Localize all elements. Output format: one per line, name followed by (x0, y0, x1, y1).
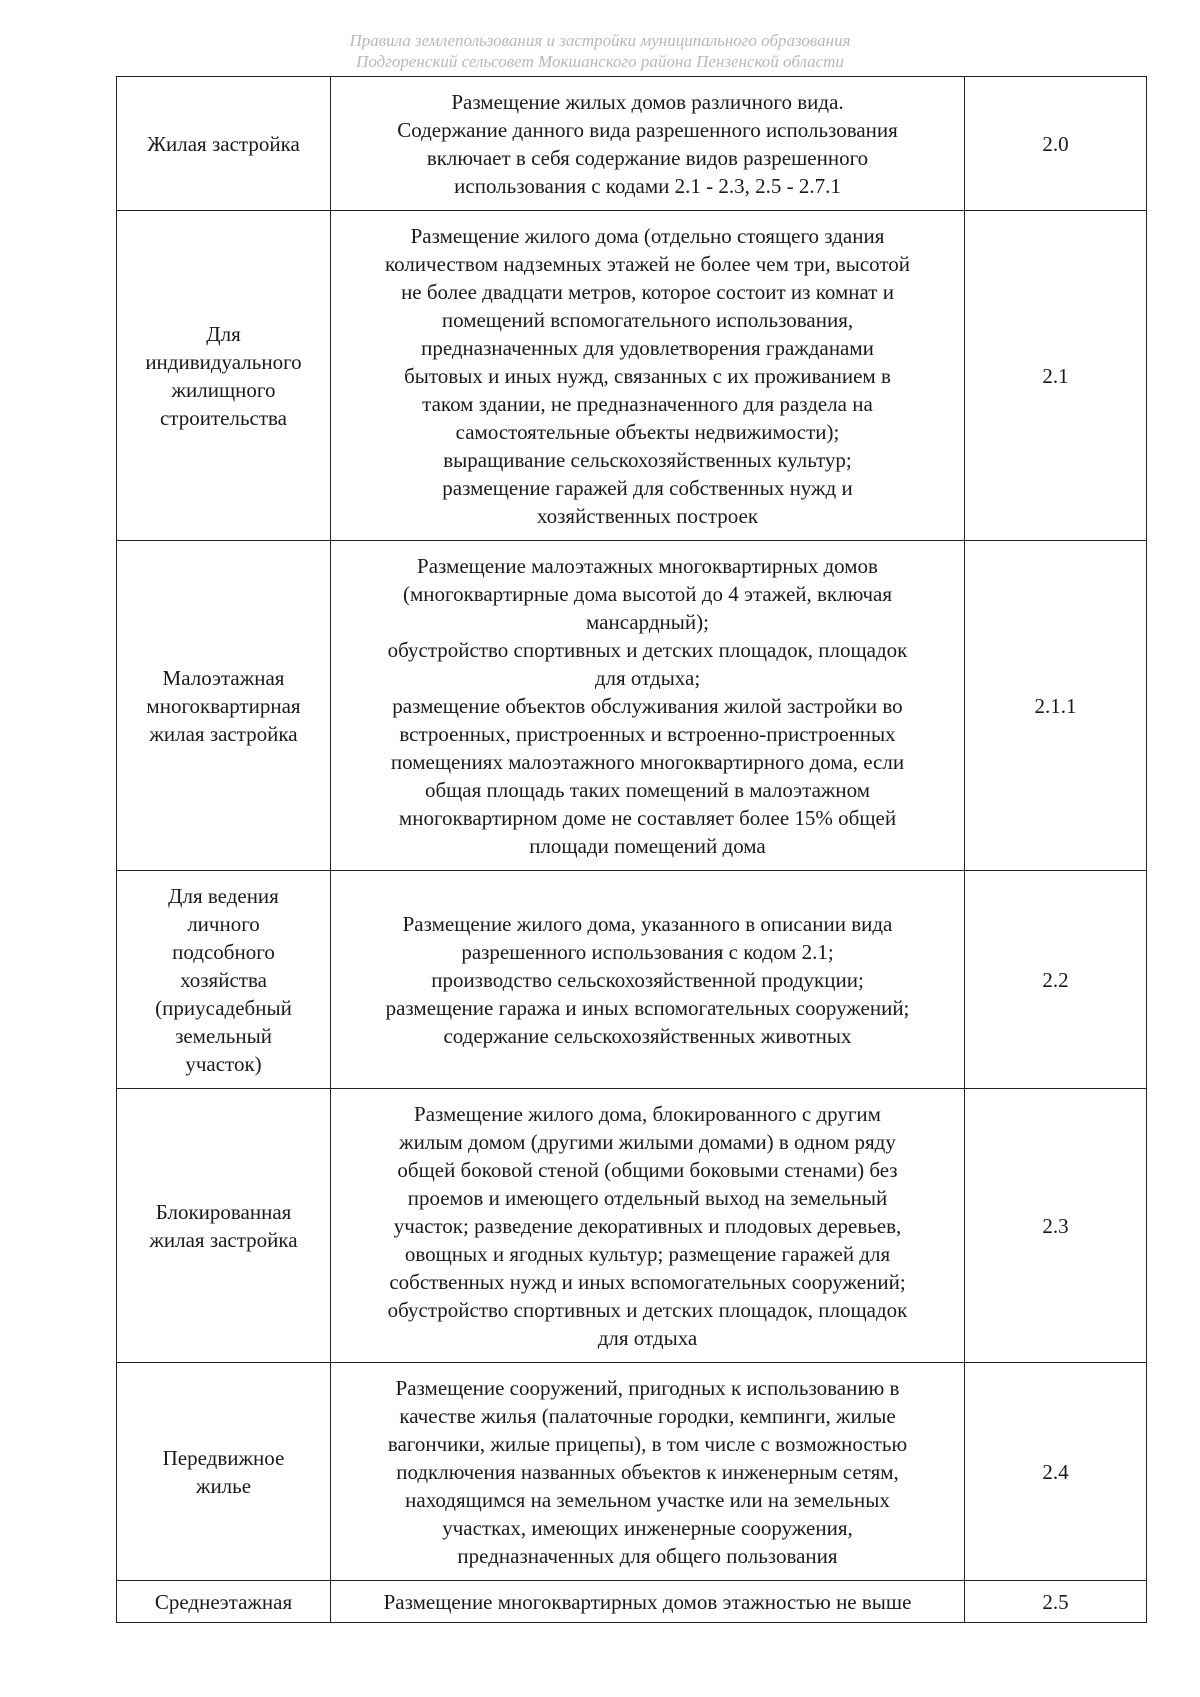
table-row (117, 1363, 1147, 1581)
use-description-cell: Размещение жилого дома (отдельно стоящего здания количеством надземных этажей не более чем три, высотой не более двадцати метров, которое состоит из комнат и помещений вспомогательного использования, предназначенных для удовлетворения гражданами бытовых и иных нужд, связанных с их проживанием в таком здании, не предназначенного для раздела на самостоятельные объекты недвижимости); выращивание сельскохозяйственных культур; размещение гаражей для собственных нужд и хозяйственных построек (331, 211, 965, 541)
table-row (117, 77, 1147, 211)
use-description-cell: Размещение сооружений, пригодных к использованию в качестве жилья (палаточные городки, кемпинги, жилые вагончики, жилые прицепы), в том числе с возможностью подключения названных объектов к инженерным сетям, находящимся на земельном участке или на земельных участках, имеющих инженерные сооружения, предназначенных для общего пользования (331, 1363, 965, 1581)
use-name-cell: Малоэтажная многоквартирная жилая застройка (117, 541, 331, 871)
use-name-cell: Блокированная жилая застройка (117, 1089, 331, 1363)
use-code-cell: 2.5 (965, 1581, 1147, 1623)
table-row (117, 541, 1147, 871)
use-code-cell: 2.4 (965, 1363, 1147, 1581)
header-line-2: Подгоренский сельсовет Мокшанского района Пензенской области (356, 52, 844, 71)
use-code-cell: 2.1.1 (965, 541, 1147, 871)
use-name-cell: Среднеэтажная (117, 1581, 331, 1623)
land-use-table (116, 76, 1147, 1623)
use-code-cell: 2.3 (965, 1089, 1147, 1363)
use-code-cell: 2.2 (965, 871, 1147, 1089)
use-code-cell: 2.0 (965, 77, 1147, 211)
use-name-cell: Жилая застройка (117, 77, 331, 211)
header-line-1: Правила землепользования и застройки муниципального образования (349, 31, 851, 50)
use-code-cell: 2.1 (965, 211, 1147, 541)
table-row (117, 1581, 1147, 1623)
use-description-cell: Размещение многоквартирных домов этажностью не выше (331, 1581, 965, 1623)
table-row (117, 211, 1147, 541)
use-description-cell: Размещение малоэтажных многоквартирных домов (многоквартирные дома высотой до 4 этажей, включая мансардный); обустройство спортивных и детских площадок, площадок для отдыха; размещение объектов обслуживания жилой застройки во встроенных, пристроенных и встроенно-пристроенных помещениях малоэтажного многоквартирного дома, если общая площадь таких помещений в малоэтажном многоквартирном доме не составляет более 15% общей площади помещений дома (331, 541, 965, 871)
use-description-cell: Размещение жилого дома, указанного в описании вида разрешенного использования с кодом 2.1; производство сельскохозяйственной продукции; размещение гаража и иных вспомогательных сооружений; содержание сельскохозяйственных животных (331, 871, 965, 1089)
use-description-cell: Размещение жилого дома, блокированного с другим жилым домом (другими жилыми домами) в одном ряду общей боковой стеной (общими боковыми стенами) без проемов и имеющего отдельный выход на земельный участок; разведение декоративных и плодовых деревьев, овощных и ягодных культур; размещение гаражей для собственных нужд и иных вспомогательных сооружений; обустройство спортивных и детских площадок, площадок для отдыха (331, 1089, 965, 1363)
page-header (0, 30, 1200, 72)
table-row (117, 871, 1147, 1089)
table-row (117, 1089, 1147, 1363)
use-name-cell: Передвижное жилье (117, 1363, 331, 1581)
use-name-cell: Для ведения личного подсобного хозяйства (приусадебный земельный участок) (117, 871, 331, 1089)
use-name-cell: Для индивидуального жилищного строительства (117, 211, 331, 541)
use-description-cell: Размещение жилых домов различного вида. Содержание данного вида разрешенного использования включает в себя содержание видов разрешенного использования с кодами 2.1 - 2.3, 2.5 - 2.7.1 (331, 77, 965, 211)
